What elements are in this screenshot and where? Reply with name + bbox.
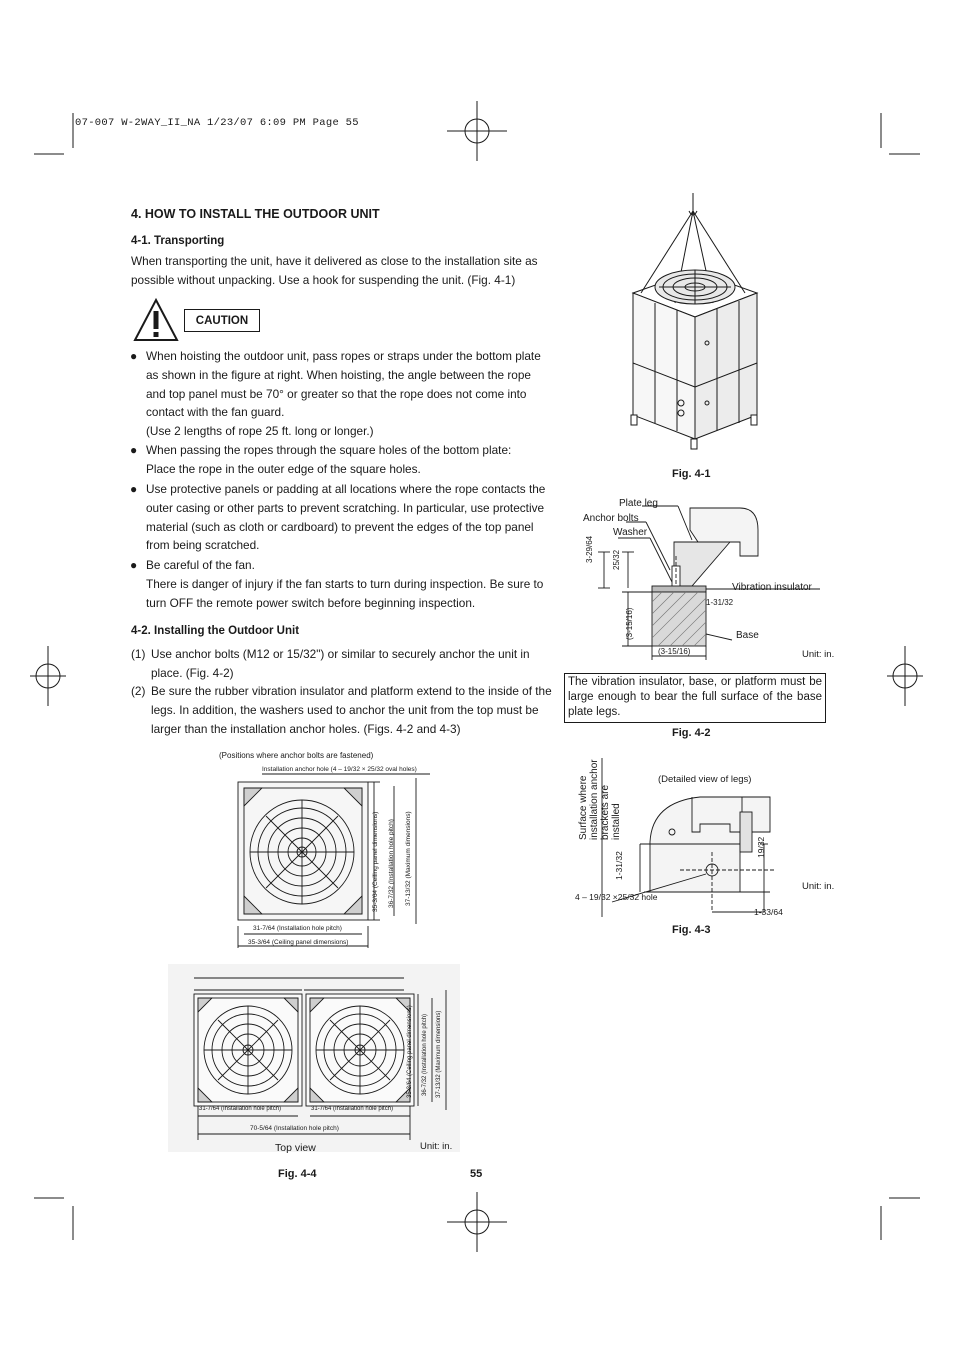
label-anchor-bolts: Anchor bolts [583,513,639,524]
subsection-title-installing: 4-2. Installing the Outdoor Unit [131,625,300,637]
bullet-fan: ● Be careful of the fan. There is danger of injury if the fan starts to turn during inspection. Be sure to turn OFF the remote power switch before beginning inspection. [130,558,544,610]
intro-line-2: possible without unpacking. Use a hook for suspending the unit. (Fig. 4-1) [131,273,516,287]
dim-top-install-pitch-vertical: 36-7/32 (Installation hole pitch) [388,819,395,908]
dim-top-ceiling-panel-vertical: 35-3/64 (Ceiling panel dimensions) [372,811,379,912]
label-hole-size: 4 – 19/32 ×25/32 hole [575,892,658,902]
fig-4-4-caption: Fig. 4-4 [278,1168,317,1180]
fig-4-1-hoisted-unit-drawing [625,193,785,453]
dim-top-max-vertical: 37-13/32 (Maximum dimensions) [405,811,412,906]
dim-twin-pitch-right: 31-7/64 (Installation hole pitch) [311,1106,394,1112]
dim-top-install-pitch-horizontal: 31-7/64 (Installation hole pitch) [253,925,342,932]
dim-top-ceiling-panel-horizontal: 35-3/64 (Ceiling panel dimensions) [248,939,349,946]
fig-4-3-caption: Fig. 4-3 [672,924,711,936]
dim-3-15-16-horizontal: (3-15/16) [658,647,691,656]
fig-4-1-caption: Fig. 4-1 [672,468,711,480]
warning-triangle-icon [133,297,179,343]
intro-line-1: When transporting the unit, have it delivered as close to the installation site as [131,254,538,268]
dim-1-31-32: 1-31/32 [706,598,734,607]
dim-19-32-leg: 19/32 [756,836,766,858]
label-plate-leg: Plate leg [619,498,658,509]
dim-twin-max-vertical: 37-13/32 (Maximum dimensions) [436,1010,442,1098]
bullet-protective-panels: ● Use protective panels or padding at all locations where the rope contacts the outer casing or other parts to prevent scratching. In particular, use protective material (such as cloth or cardboard) to prevent the edges of the top panel from being scratched. [130,482,546,553]
label-vibration-insulator: Vibration insulator [732,582,812,593]
dim-1-31-32-leg: 1-31/32 [614,851,624,880]
bullet-icon: ● [130,482,138,496]
print-header: 07-007 W-2WAY_II_NA 1/23/07 6:09 PM Page 55 [75,117,359,129]
label-detailed-view-of-legs: (Detailed view of legs) [658,774,752,785]
dim-1-33-64-leg: 1-33/64 [754,907,783,917]
bullet-icon: ● [130,558,138,572]
dim-3-15-16-vertical: (3-15/16) [625,607,634,640]
page-number: 55 [470,1168,483,1180]
bullet-icon: ● [130,443,138,457]
label-installation-anchor-hole: Installation anchor hole (4 – 19/32 × 25/32 oval holes) [262,766,417,773]
fig-4-2-note-box: The vibration insulator, base, or platform must be large enough to bear the full surface of the base plate legs. [564,673,826,723]
label-top-view: Top view [275,1142,316,1154]
section-title: 4. HOW TO INSTALL THE OUTDOOR UNIT [131,207,380,221]
fig-4-2-unit: Unit: in. [802,649,835,660]
bullet-square-holes: ● When passing the ropes through the square holes of the bottom plate: Place the rope in the outer edge of the square holes. [130,443,512,476]
dim-twin-total-pitch: 70-5/64 (Installation hole pitch) [250,1125,339,1132]
item-vibration-insulator: (2) Be sure the rubber vibration insulator and platform extend to the inside of the legs. In addition, the washers used to anchor the unit from the top must be larger than the installation anchor holes. (Figs. 4-2 and 4-3) [131,684,552,736]
caution-label: CAUTION [184,309,260,332]
label-base: Base [736,630,759,641]
fig-4-4-unit: Unit: in. [420,1141,453,1152]
dim-25-32: 25/32 [612,549,621,570]
fig-4-4-twin-unit-top-view [168,964,460,1152]
fig-4-3-unit: Unit: in. [802,881,835,892]
dim-twin-pitch-left: 31-7/64 (Installation hole pitch) [199,1106,282,1112]
dim-3-29-64: 3-29/64 [585,535,594,563]
label-positions-anchor-bolts: (Positions where anchor bolts are fastened) [219,751,374,760]
label-washer: Washer [613,527,648,538]
label-surface-where-installed: Surface where installation anchor brackets are installed [578,759,622,840]
dim-twin-ceiling-panel-vertical: 35-3/64 (Ceiling panel dimensions) [407,1005,413,1098]
bullet-hoisting: ● When hoisting the outdoor unit, pass ropes or straps under the bottom plate as shown in the figure at right. When hoisting, the angle between the rope and top panel must be 70° or greater so that the rope does not come into contact with the fan guard. (Use 2 lengths of rope 25 ft. long or longer.) [130,349,541,439]
bullet-icon: ● [130,349,138,363]
subsection-title-transporting: 4-1. Transporting [131,235,225,247]
dim-twin-install-pitch-vertical: 36-7/32 (Installation hole pitch) [422,1013,428,1096]
fig-4-2-caption: Fig. 4-2 [672,727,711,739]
item-anchor-bolts: (1) Use anchor bolts (M12 or 15/32") or similar to securely anchor the unit in place. (Fig. 4-2) [131,647,530,680]
